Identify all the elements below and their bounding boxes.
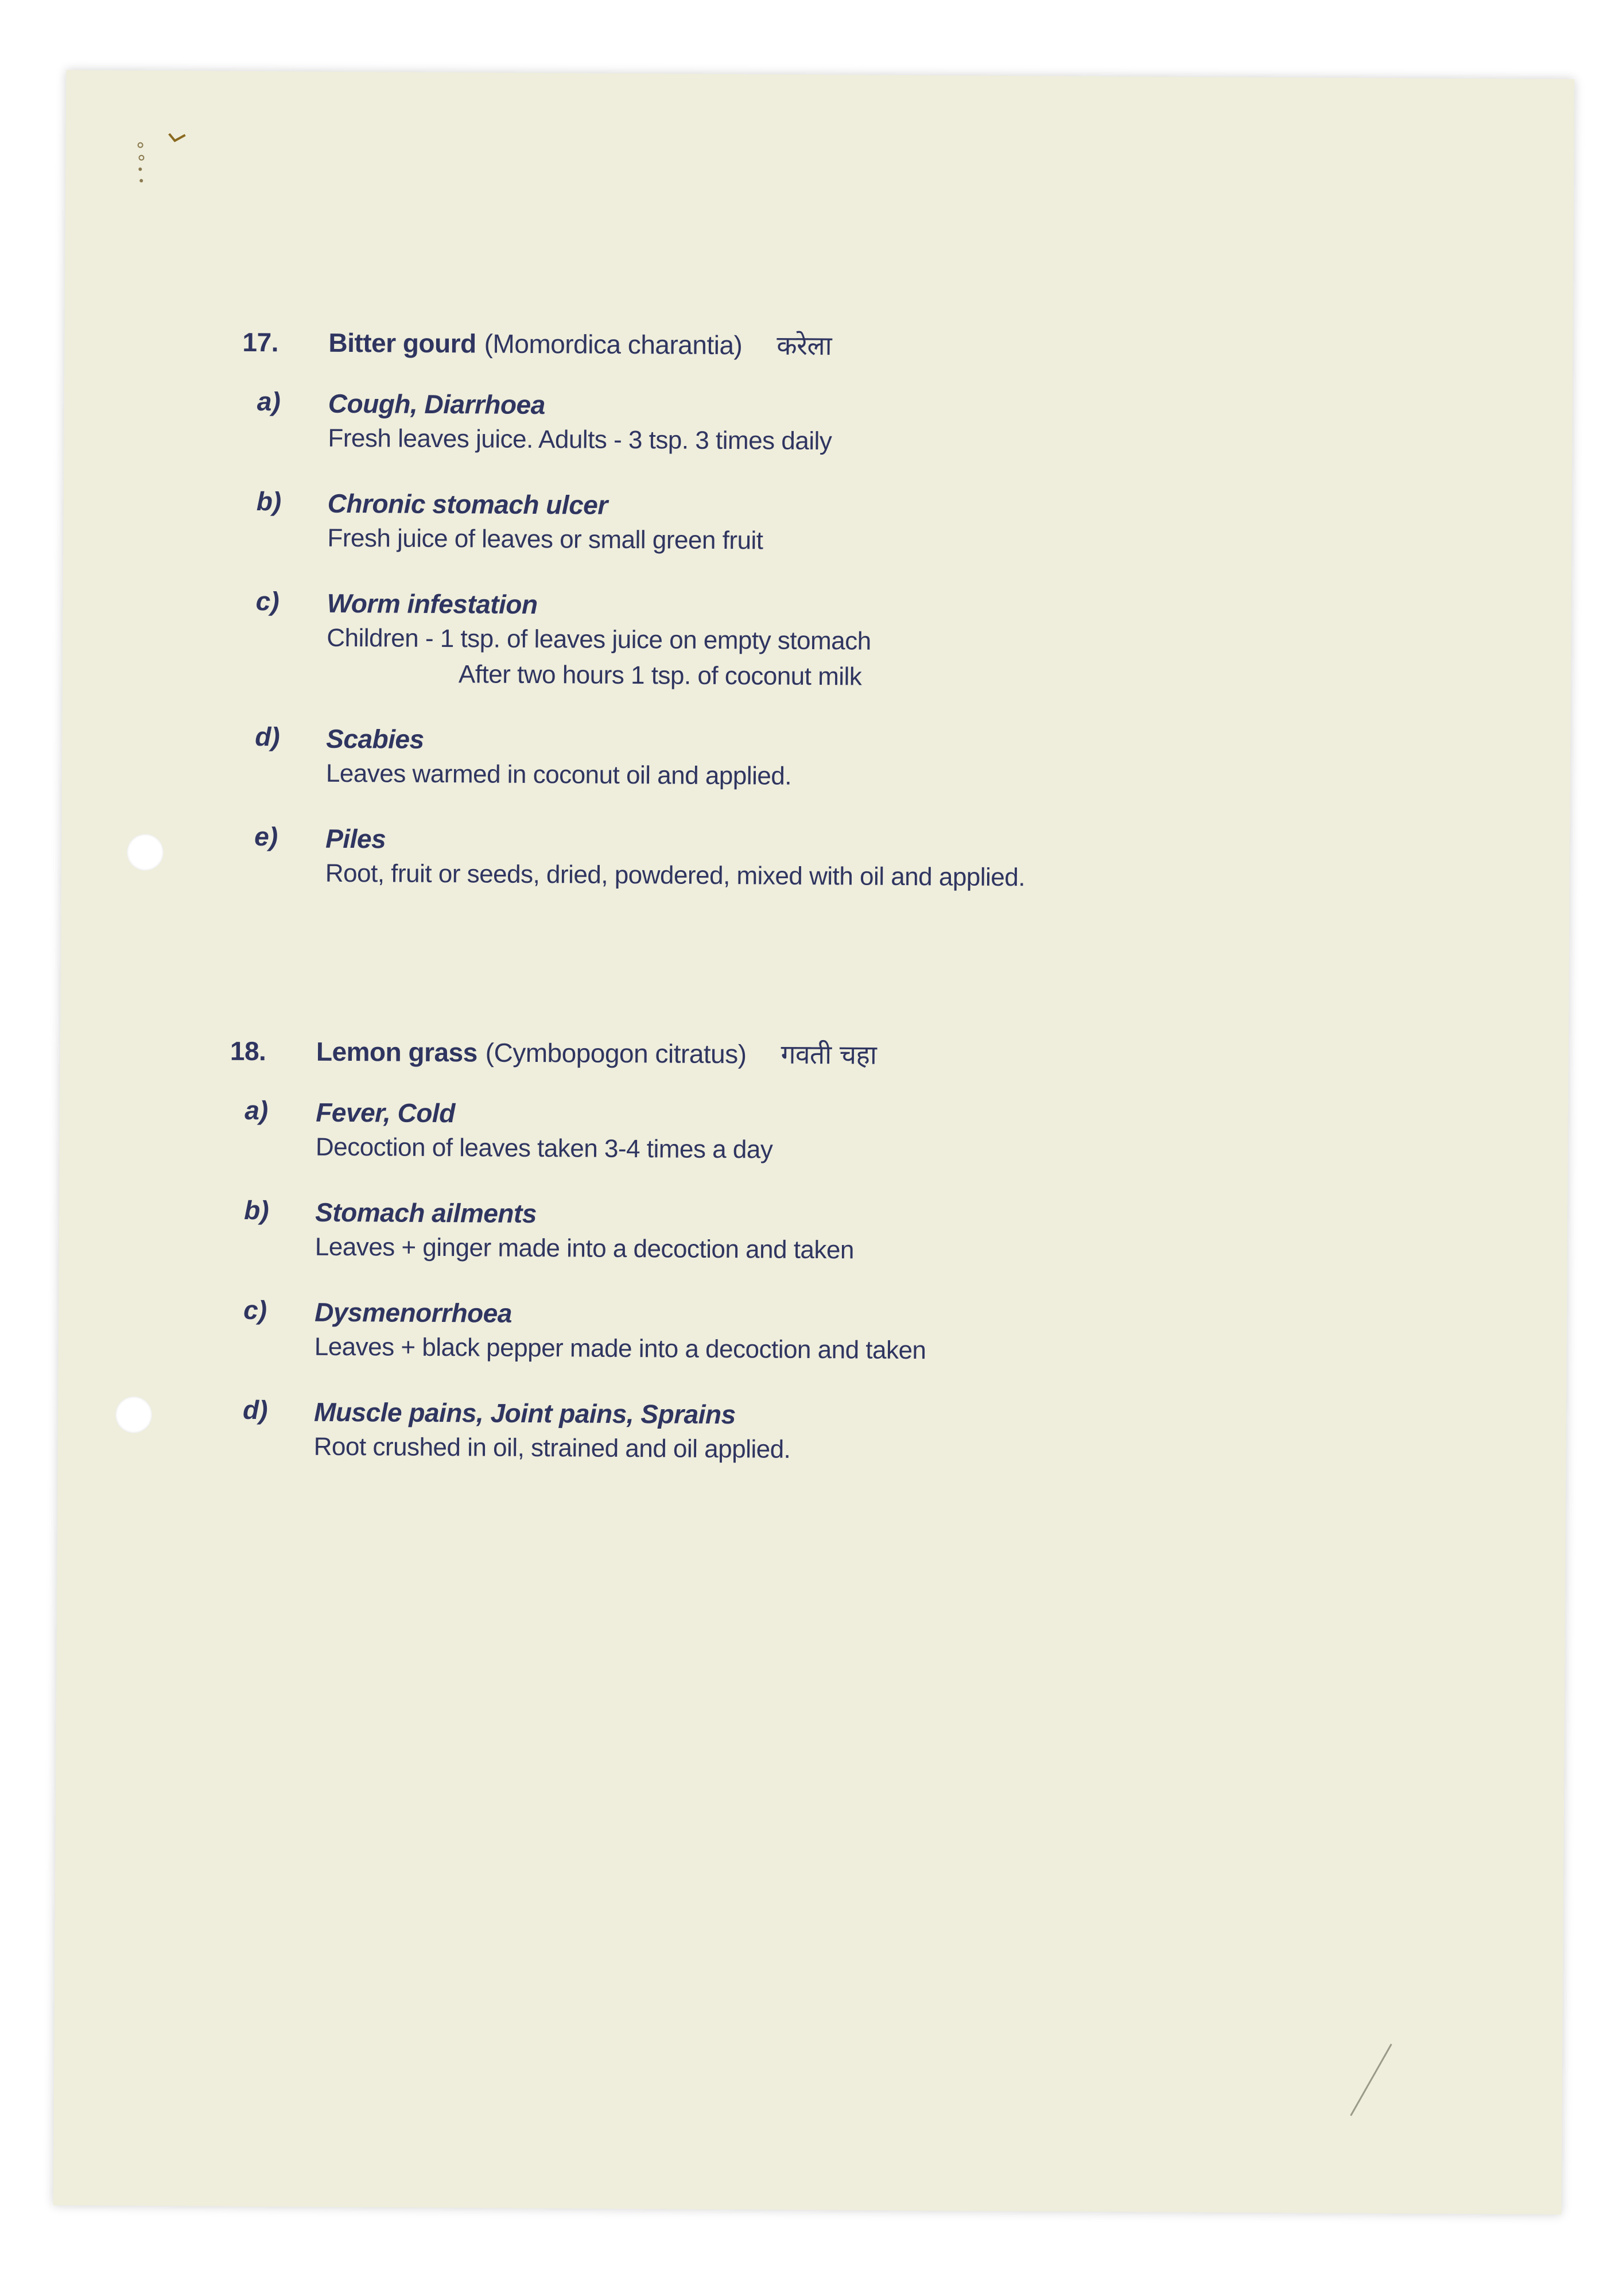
remedy-description: Leaves warmed in coconut oil and applied. bbox=[325, 759, 792, 790]
section-heading bbox=[242, 324, 1028, 364]
item-letter: b) bbox=[244, 1194, 269, 1225]
hindi-name: करेला bbox=[776, 329, 832, 362]
ailment-title: Cough, Diarrhoea bbox=[328, 388, 545, 420]
latin-name: (Momordica charantia) bbox=[484, 328, 743, 360]
paper-sheet bbox=[53, 70, 1575, 2214]
ailment-title: Stomach ailments bbox=[315, 1197, 537, 1229]
ailment-title: Dysmenorrhoea bbox=[314, 1297, 512, 1328]
remedy-item bbox=[240, 585, 1027, 696]
remedy-description: Root crushed in oil, strained and oil applied. bbox=[313, 1432, 791, 1464]
ailment-title: Chronic stomach ulcer bbox=[327, 488, 608, 520]
remedy-description: Root, fruit or seeds, dried, powdered, mixed with oil and applied. bbox=[325, 859, 1026, 892]
document-content bbox=[53, 70, 1575, 2214]
ailment-title: Scabies bbox=[326, 723, 424, 754]
remedy-description: Leaves + ginger made into a decoction and taken bbox=[314, 1232, 855, 1265]
remedy-item bbox=[228, 1294, 926, 1368]
item-letter: c) bbox=[243, 1294, 267, 1325]
remedy-description: After two hours 1 tsp. of coconut milk bbox=[458, 660, 862, 691]
section-number: 17. bbox=[242, 327, 279, 358]
remedy-item bbox=[242, 386, 1028, 460]
ailment-title: Muscle pains, Joint pains, Sprains bbox=[313, 1397, 736, 1430]
item-letter: a) bbox=[257, 386, 281, 417]
remedy-description: Decoction of leaves taken 3-4 times a day bbox=[315, 1133, 773, 1164]
section-heading bbox=[230, 1033, 928, 1072]
remedy-item bbox=[239, 821, 1026, 895]
item-letter: c) bbox=[255, 586, 279, 616]
latin-name: (Cymbopogon citratus) bbox=[485, 1037, 747, 1069]
remedy-list bbox=[239, 386, 1028, 895]
item-letter: d) bbox=[255, 722, 280, 752]
ailment-title: Worm infestation bbox=[327, 588, 538, 620]
plant-name: Lemon grass bbox=[316, 1036, 477, 1068]
ailment-title: Fever, Cold bbox=[316, 1097, 455, 1128]
section-number: 18. bbox=[230, 1035, 266, 1066]
remedy-list bbox=[228, 1095, 928, 1468]
item-letter: d) bbox=[242, 1394, 268, 1425]
item-letter: a) bbox=[244, 1095, 269, 1126]
remedy-description: Fresh juice of leaves or small green fruit bbox=[327, 523, 763, 555]
plant-name: Bitter gourd bbox=[328, 327, 476, 359]
remedy-section-17 bbox=[239, 324, 1028, 925]
remedy-item bbox=[240, 721, 1026, 796]
item-letter: b) bbox=[256, 486, 282, 517]
remedy-item bbox=[230, 1095, 927, 1169]
remedy-section-18 bbox=[227, 1033, 928, 1498]
remedy-item bbox=[241, 486, 1027, 560]
hindi-name: गवती चहा bbox=[781, 1038, 877, 1071]
remedy-item bbox=[228, 1394, 926, 1468]
remedy-description: Leaves + black pepper made into a decoction and taken bbox=[314, 1332, 926, 1365]
remedy-description: Children - 1 tsp. of leaves juice on empty stomach bbox=[327, 623, 871, 656]
item-letter: e) bbox=[254, 821, 278, 852]
ailment-title: Piles bbox=[325, 823, 386, 854]
remedy-description: Fresh leaves juice. Adults - 3 tsp. 3 times daily bbox=[328, 424, 832, 456]
remedy-item bbox=[229, 1194, 927, 1269]
